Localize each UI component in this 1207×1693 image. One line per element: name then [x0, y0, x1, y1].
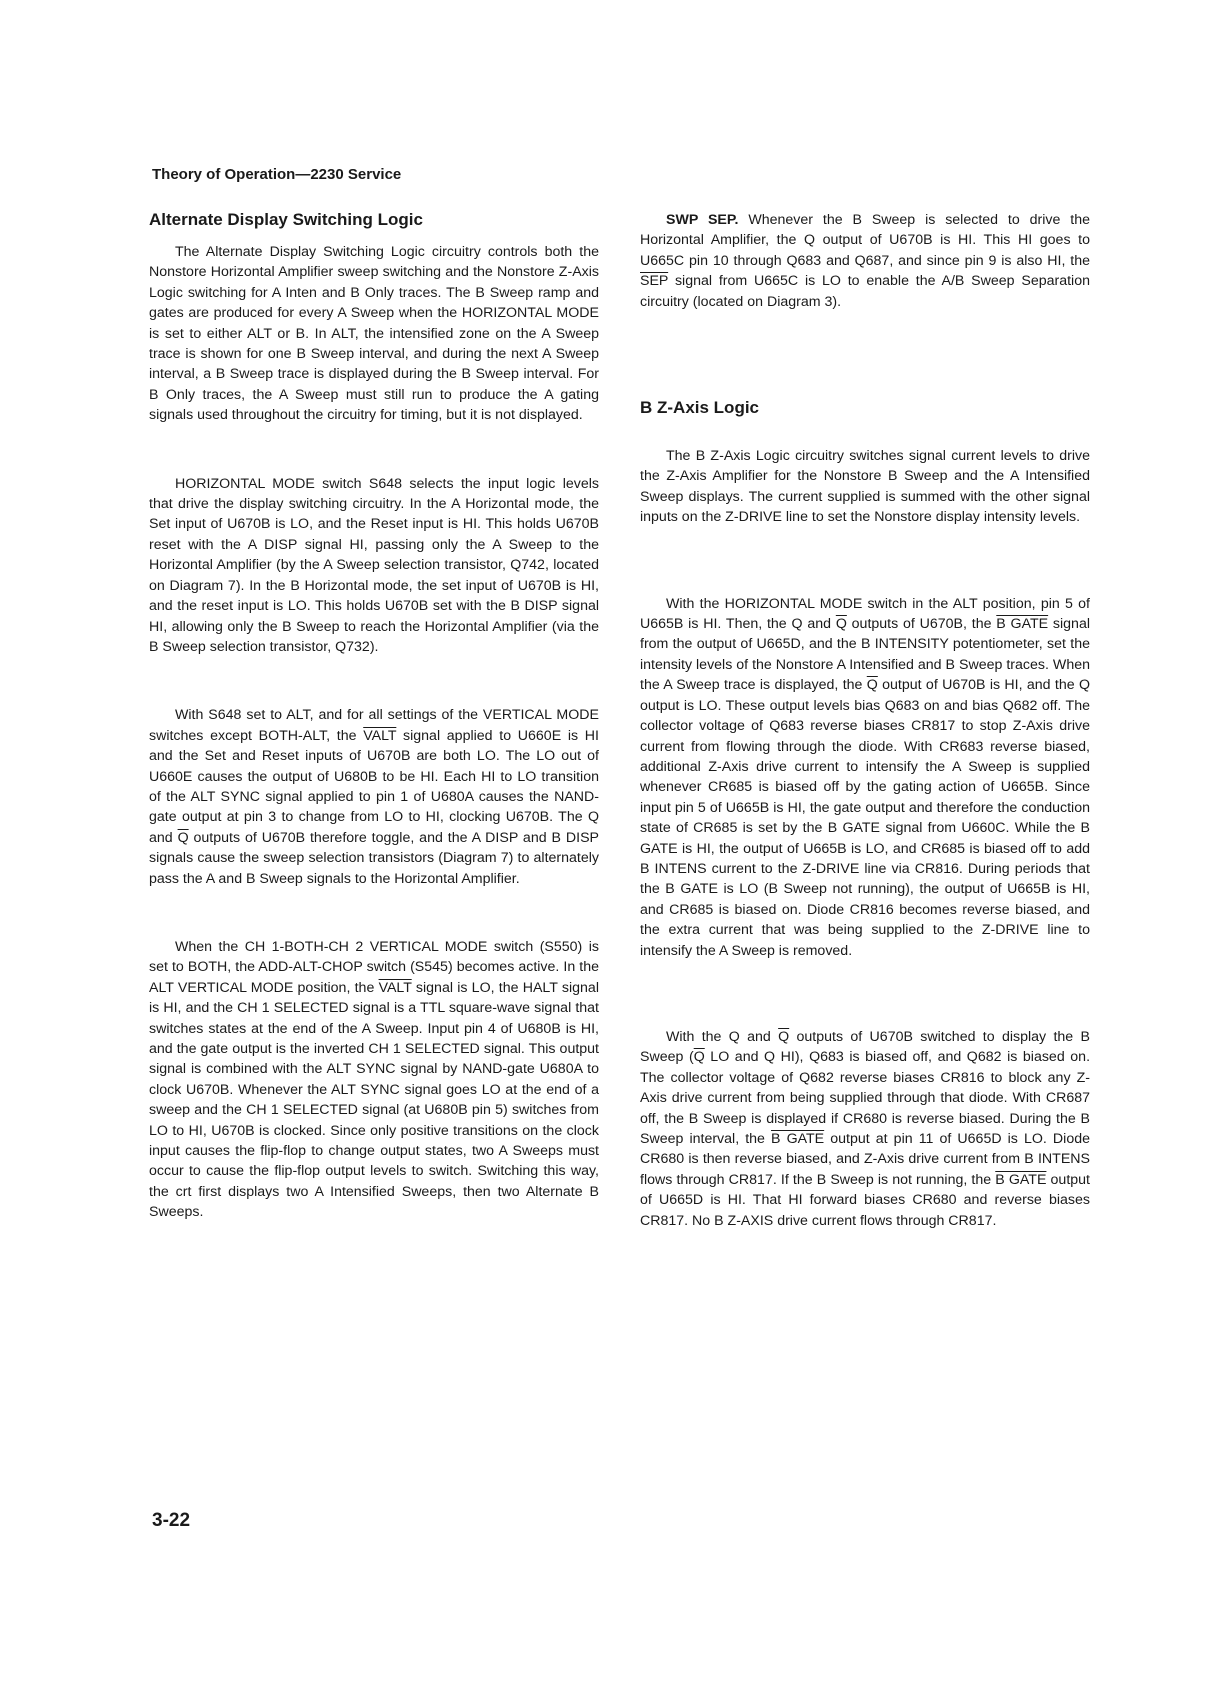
- paragraph: The B Z-Axis Logic circuitry switches signal current levels to drive the Z-Axis Amplifier for the Nonstore B Sweep and the A Intensified Sweep displays. The current supplied is summed with the other signal inputs on the Z-DRIVE line to set the Nonstore display intensity levels.: [640, 448, 1090, 526]
- overlined-signal: $\overline{Q}$: [835, 616, 847, 633]
- text-run: signal is LO, the HALT signal is HI, and the CH 1 SELECTED signal is a TTL square-wave signal that switches states at the end of the A Sweep. Input pin 4 of U680B is HI, and the gate output is the inverted CH 1 SELECTED signal. This output signal is combined with the ALT SYNC signal by NAND-gate U680A to clock U670B. Whenever the ALT SYNC signal goes LO at the end of a sweep and the CH 1 SELECTED signal (at U680B pin 5) switches from LO to HI, U670B is clocked. Since only positive transitions on the clock input causes the flip-flop to change output states, two A Sweeps must occur to cause the flip-flop output levels to switch. Switching this way, the crt first displays two A Intensified Sweeps, then two Alternate B Sweeps.: [149, 979, 599, 1221]
- paragraph: The Alternate Display Switching Logic circuitry controls both the Nonstore Horizontal Amplifier sweep switching and the Nonstore Z-Axis Logic switching for A Inten and B Only traces. The B Sweep ramp and gates are produced for every A Sweep when the HORIZONTAL MODE is set to either ALT or B. In ALT, the intensified zone on the A Sweep trace is shown for one B Sweep interval, and during the next A Sweep interval, a B Sweep trace is displayed during the B Sweep interval. For B Only traces, the A Sweep must still run to produce the A gating signals used throughout the circuitry for timing, but it is not displayed.: [149, 244, 599, 424]
- text-run: output of U670B is HI, and the Q output is LO. These output levels bias Q683 on and bias Q682 off. The collector voltage of Q683 reverse biases CR817 to stop Z-Axis drive current from flowing through the diode. With CR683 reverse biased, additional Z-Axis drive current to intensify the A Sweep is supplied whenever CR685 is biased off by the gating action of U665B. Since input pin 5 of U665B is HI, the gate output and therefore the conduction state of CR685 is set by the B GATE signal from U660C. While the B GATE is HI, the output of U665B is LO, and CR685 is biased off to add B INTENS current to the Z-DRIVE line via CR816. During periods that the B GATE is LO (B Sweep not running), the output of U665B is HI, and CR685 is biased on. Diode CR816 becomes reverse biased, and the extra current that was being supplied to the Z-DRIVE line to intensify the A Sweep is removed.: [640, 677, 1090, 959]
- text-run: signal from U665C is LO to enable the A/B Sweep Separation circuitry (located on Diagram 3).: [640, 273, 1090, 310]
- text-run: signal applied to U660E is HI and the Set and Reset inputs of U670B are both LO. The LO out of U660E causes the output of U680B to be HI. Each HI to LO transition of the ALT SYNC signal applied to pin 1 of U680A causes the NAND-gate output at pin 3 to change from LO to HI, clocking U670B. The Q and: [149, 727, 599, 846]
- text-run: Whenever the B Sweep is selected to drive the Horizontal Amplifier, the Q output of U670B is HI. This HI goes to U665C pin 10 through Q683 and Q687, and since pin 9 is also HI, the: [640, 212, 1090, 269]
- paragraph: HORIZONTAL MODE switch S648 selects the input logic levels that drive the display switching circuitry. In the A Horizontal mode, the Set input of U670B is LO, and the Reset input is HI. This holds U670B reset with the A DISP signal HI, passing only the A Sweep to the Horizontal Amplifier (by the A Sweep selection transistor, Q742, located on Diagram 7). In the B Horizontal mode, the set input of U670B is HI, and the reset input is LO. This holds U670B set with the B DISP signal HI, allowing only the B Sweep to reach the Horizontal Amplifier (via the B Sweep selection transistor, Q732).: [149, 475, 599, 655]
- overlined-signal: $\overline{Q}$: [693, 1049, 705, 1066]
- text-run: signal from the output of U665D, and the B INTENSITY potentiometer, set the intensity levels of the Nonstore A Intensified and B Sweep traces. When the A Sweep trace is displayed, the: [640, 616, 1090, 694]
- left-column: [149, 210, 599, 1223]
- overlined-signal: VALT: [378, 979, 412, 996]
- text-run: output of U665D is HI. That HI forward biases CR680 and reverse biases CR817. No B Z-AXIS drive current flows through CR817.: [640, 1171, 1090, 1229]
- text-run: With S648 set to ALT, and for all settings of the VERTICAL MODE switches except BOTH-ALT, the: [149, 707, 599, 744]
- overlined-signal: $\overline{Q}$: [778, 1028, 790, 1045]
- run-in-heading: SWP SEP.: [666, 212, 739, 228]
- overlined-signal: B GATE: [996, 616, 1049, 633]
- text-run: With the HORIZONTAL MODE switch in the ALT position, pin 5 of U665B is HI. Then, the Q and: [640, 595, 1090, 633]
- overlined-signal: B GATE: [995, 1171, 1047, 1188]
- paragraph: [640, 210, 1090, 312]
- text-run: outputs of U670B therefore toggle, and the A DISP and B DISP signals cause the sweep selection transistors (Diagram 7) to alternately pass the A and B Sweep signals to the Horizontal Amplifier.: [149, 829, 599, 887]
- text-run: With the Q and: [666, 1028, 779, 1045]
- overlined-signal: $\overline{SEP}$: [640, 273, 669, 290]
- text-run: output at pin 11 of U665D is LO. Diode CR680 is then reverse biased, and Z-Axis drive current from B INTENS flows through CR817. If the B Sweep is not running, the: [640, 1131, 1091, 1188]
- overlined-signal: $\overline{Q}$: [866, 677, 878, 694]
- overlined-signal: $\overline{Q}$: [177, 829, 189, 846]
- text-run: When the CH 1-BOTH-CH 2 VERTICAL MODE switch (S550) is set to BOTH, the ADD-ALT-CHOP switch (S545) becomes active. In the ALT VERTICAL MODE position, the: [149, 938, 599, 996]
- right-column: [640, 210, 1090, 1231]
- text-run: outputs of U670B switched to display the B Sweep (: [640, 1028, 1090, 1066]
- paragraph: [640, 594, 1090, 961]
- running-head: Theory of Operation—2230 Service: [152, 166, 402, 183]
- section-heading-b-z-axis: B Z-Axis Logic: [640, 398, 760, 418]
- text-run: outputs of U670B, the: [846, 616, 997, 633]
- text-run: LO and Q HI), Q683 is biased off, and Q682 is biased on. The collector voltage of Q682 reverse biases CR816 to block any Z-Axis drive current from being supplied through that diode. With CR687 off, the B Sweep is displayed if CR680 is reverse biased. During the B Sweep interval, the: [640, 1049, 1091, 1147]
- overlined-signal: B GATE: [771, 1131, 825, 1147]
- paragraph: [149, 705, 599, 889]
- page-number: 3-22: [152, 1510, 191, 1531]
- paragraph: [149, 937, 599, 1223]
- overlined-signal: VALT: [363, 727, 397, 744]
- paragraph: [640, 1027, 1090, 1231]
- section-heading-alternate-display: Alternate Display Switching Logic: [149, 210, 423, 229]
